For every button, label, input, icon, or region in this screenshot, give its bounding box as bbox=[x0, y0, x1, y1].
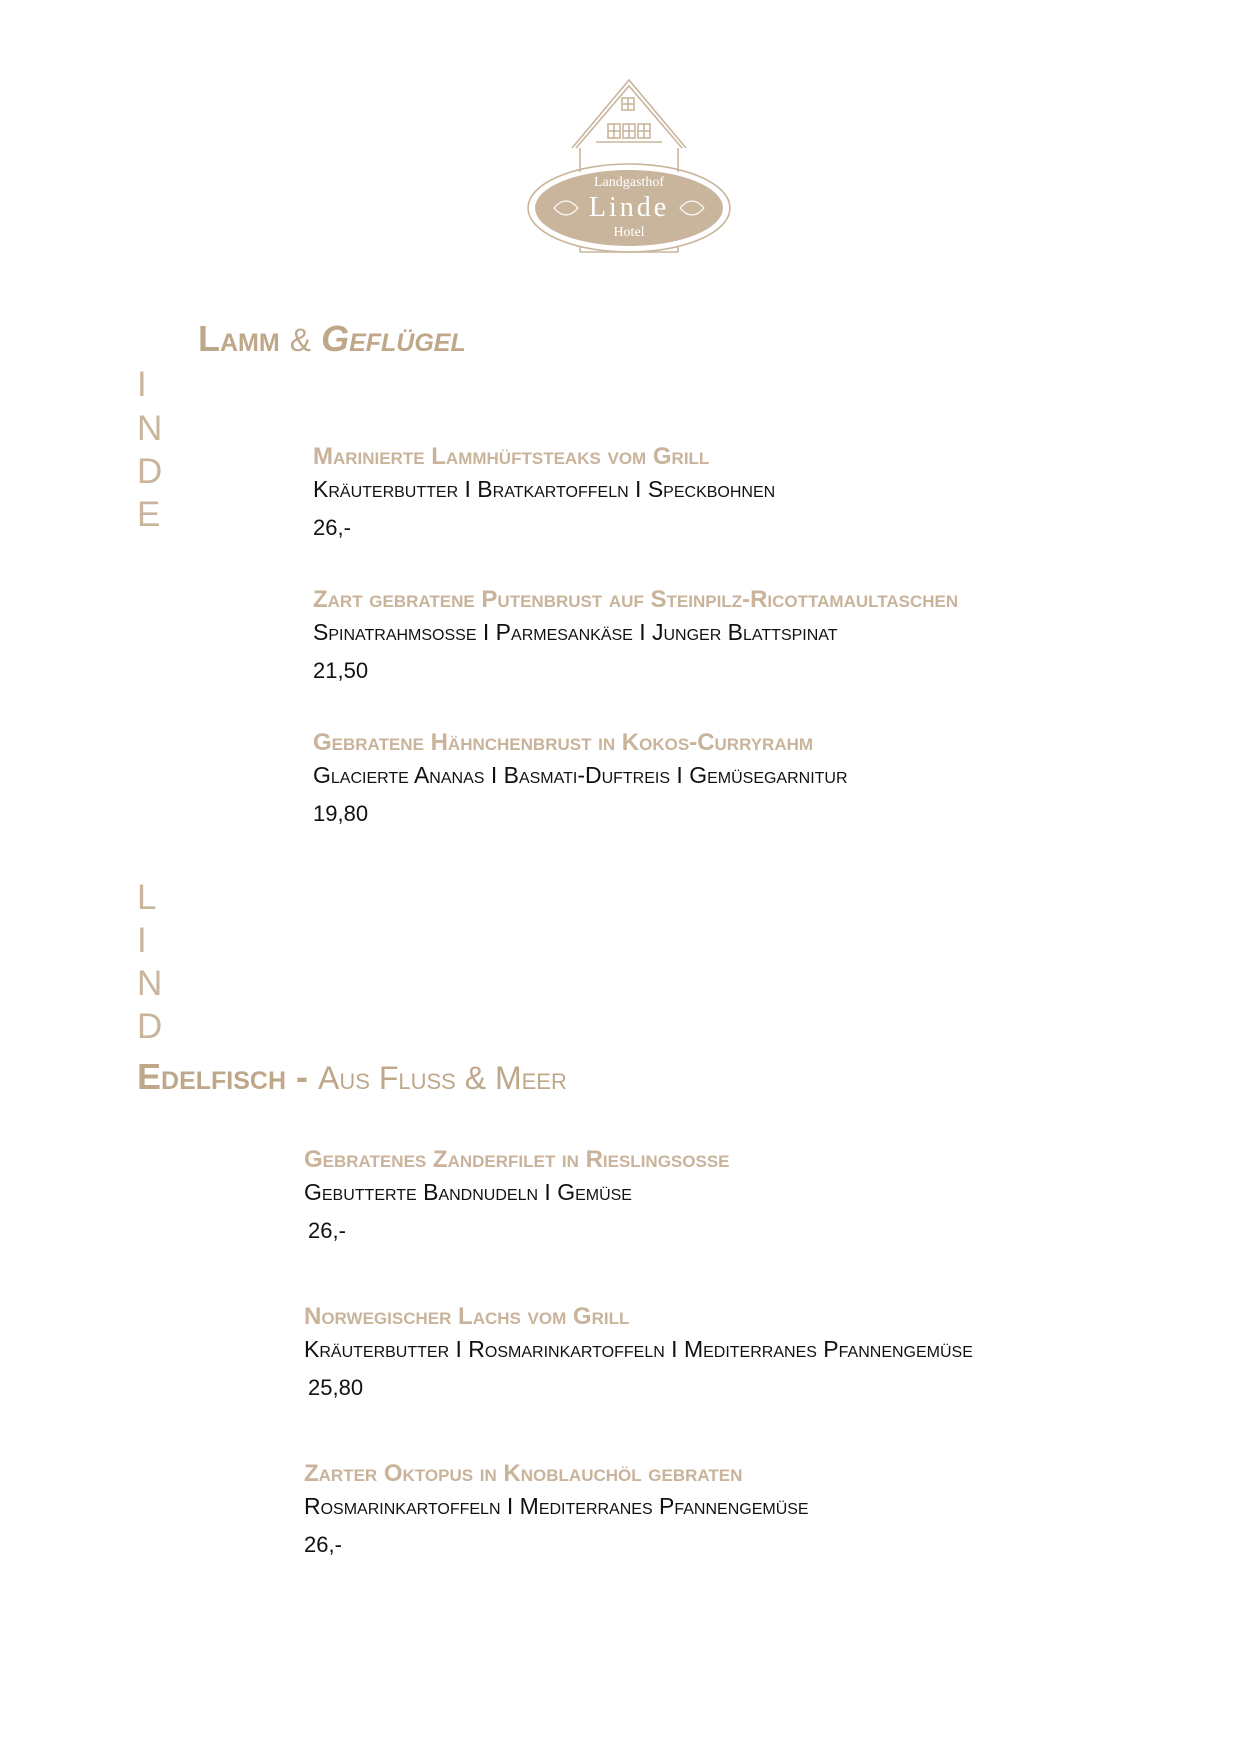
dish-price: 19,80 bbox=[313, 801, 369, 826]
dish-item bbox=[313, 445, 775, 539]
dish-sides: Gebutterte Bandnudeln I Gemüse bbox=[304, 1179, 632, 1205]
dish-name: Gebratene Hähnchenbrust in Kokos-Curryrahm bbox=[313, 729, 814, 756]
dish-item bbox=[313, 731, 848, 825]
dish-sides: Kräuterbutter I Rosmarinkartoffeln I Mediterranes Pfannengemüse bbox=[304, 1336, 973, 1362]
hotel-logo bbox=[526, 76, 732, 254]
dish-price: 25,80 bbox=[308, 1375, 364, 1400]
section-title-part1: Edelfisch - bbox=[137, 1056, 309, 1097]
dish-item bbox=[304, 1148, 730, 1242]
dish-sides: Spinatrahmsoße I Parmesankäse I Junger Blattspinat bbox=[313, 619, 838, 645]
logo-line-1: Landgasthof bbox=[594, 175, 664, 190]
dish-sides: Glacierte Ananas I Basmati-Duftreis I Gemüsegarnitur bbox=[313, 762, 848, 788]
section-title-lamm bbox=[198, 318, 466, 360]
dish-name: Marinierte Lammhüftsteaks vom Grill bbox=[313, 443, 710, 470]
side-letter: I bbox=[137, 365, 147, 404]
section-title-part2: Aus Fluß & Meer bbox=[318, 1060, 567, 1096]
dish-price: 21,50 bbox=[313, 658, 369, 683]
dish-price: 26,- bbox=[304, 1532, 342, 1557]
side-letter: D bbox=[137, 452, 163, 491]
dish-name: Zart gebratene Putenbrust auf Steinpilz-Ricottamaultaschen bbox=[313, 586, 959, 613]
section-title-part2: Geflügel bbox=[321, 318, 466, 359]
dish-item bbox=[304, 1305, 973, 1399]
side-letter: D bbox=[137, 1007, 163, 1046]
section-title-amp: & bbox=[289, 322, 312, 358]
logo-line-3: Hotel bbox=[613, 225, 645, 240]
dish-name: Norwegischer Lachs vom Grill bbox=[304, 1303, 630, 1330]
side-letter: I bbox=[137, 921, 147, 960]
dish-item bbox=[304, 1462, 809, 1556]
side-letter: L bbox=[137, 878, 157, 917]
section-title-part1: Lamm bbox=[198, 318, 280, 359]
dish-price: 26,- bbox=[313, 515, 351, 540]
dish-item bbox=[313, 588, 958, 682]
side-letter: N bbox=[137, 409, 163, 448]
side-letter: N bbox=[137, 964, 163, 1003]
dish-sides: Kräuterbutter I Bratkartoffeln I Speckbohnen bbox=[313, 476, 776, 502]
section-title-edelfisch bbox=[137, 1056, 567, 1098]
dish-price: 26,- bbox=[308, 1218, 346, 1243]
side-letter: E bbox=[137, 495, 161, 534]
dish-name: Gebratenes Zanderfilet in Rieslingsoße bbox=[304, 1146, 730, 1173]
dish-name: Zarter Oktopus in Knoblauchöl gebraten bbox=[304, 1460, 743, 1487]
dish-sides: Rosmarinkartoffeln I Mediterranes Pfannengemüse bbox=[304, 1493, 809, 1519]
logo-line-2: Linde bbox=[588, 192, 670, 223]
